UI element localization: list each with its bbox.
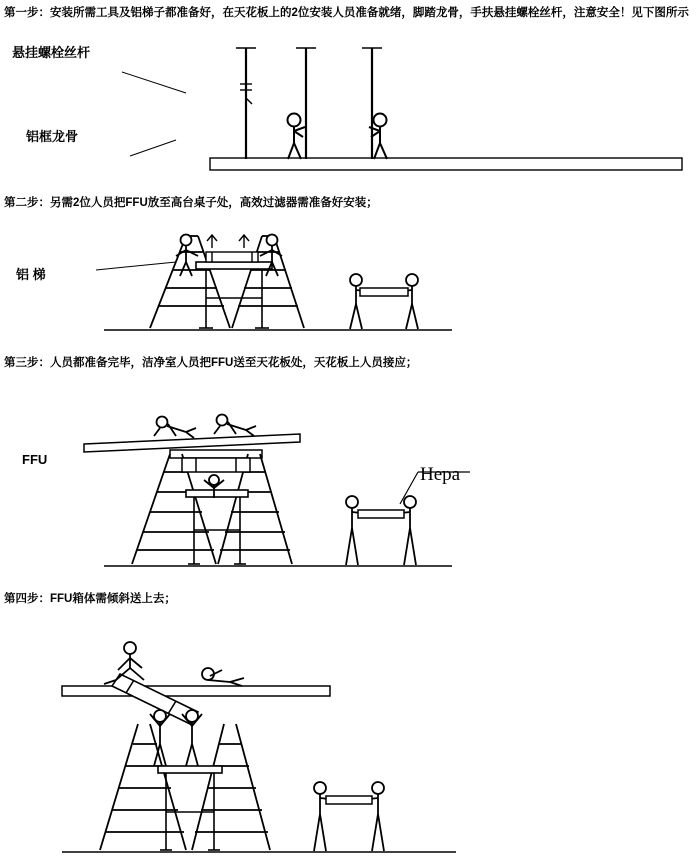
- step-3-illustration: [0, 380, 700, 580]
- step-2-section: [0, 196, 700, 346]
- step-4-body: FFU箱体需倾斜送上去；: [50, 593, 176, 605]
- step-1-caption: [4, 6, 689, 21]
- worker-figure: [288, 114, 306, 160]
- step-3-caption: [4, 356, 417, 371]
- step-1-illustration: [0, 28, 700, 188]
- step-4-number: 第四步：: [4, 593, 50, 605]
- step-2-illustration: [0, 222, 700, 342]
- step-1-number: 第一步：: [4, 7, 50, 19]
- step-3-number: 第三步：: [4, 357, 50, 369]
- step-1-body: 安装所需工具及铝梯子都准备好，在天花板上的2位安装人员准备就绪，脚踏龙骨，手扶悬挂螺栓丝杆，注意安全！见下图所示: [50, 7, 689, 19]
- step-4-caption: [4, 592, 176, 607]
- step-4-illustration: [0, 620, 700, 860]
- hepa-label: Hepa: [420, 464, 461, 485]
- step-3-body: 人员都准备完毕，洁净室人员把FFU送至天花板处，天花板上人员接应；: [50, 357, 418, 369]
- aluminum-ladder-label: 铝 梯: [16, 267, 46, 282]
- step-2-body: 另需2位人员把FFU放至高台桌子处，高效过滤器需准备好安装；: [50, 197, 378, 209]
- step-1-section: [0, 6, 700, 186]
- aluminum-frame-keel-label: 铝框龙骨: [26, 129, 79, 144]
- step-2-number: 第二步：: [4, 197, 50, 209]
- step-2-caption: [4, 196, 378, 211]
- hanging-bolt-rod-label: 悬挂螺栓丝杆: [12, 45, 91, 60]
- ffu-label: FFU: [22, 452, 48, 467]
- step-4-section: [0, 592, 700, 862]
- step-3-section: [0, 356, 700, 586]
